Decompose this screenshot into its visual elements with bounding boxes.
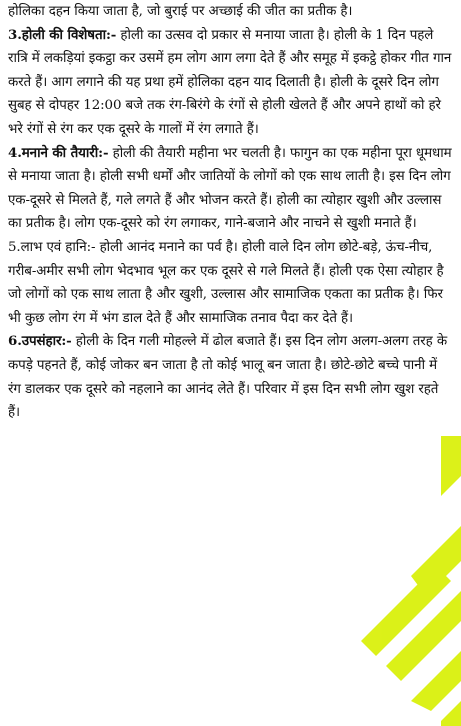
intro-paragraph: होलिका दहन किया जाता है, जो बुराई पर अच्छाई की जीत का प्रतीक है।: [8, 4, 353, 19]
section-heading: 3.होली की विशेषता:-: [8, 26, 117, 43]
section-body: होली की तैयारी महीना भर चलती है। फागुन का एक महीना पूरा धूमधाम से मनाया जाता है। होली सभी धर्मों और जातियों के लोगों को एक साथ लाती है। इस दिन लोग एक-दूसरे से मिलते हैं, गले लगते हैं और भोजन करते हैं। होली का त्योहार खुशी और उल्लास का प्रतीक है। लोग एक-दूसरे को रंग लगाकर, गाने-बजाने और नाचने से खुशी मनाते हैं।: [8, 145, 452, 232]
section-heading: 6.उपसंहार:-: [8, 333, 72, 350]
section-body: होली का उत्सव दो प्रकार से मनाया जाता है। होली के 1 दिन पहले रात्रि में लकड़ियां इकट्ठा कर उसमें हम लोग आग लगा देते हैं और समूह में इकट्ठे होकर गीत गान करते हैं। आग लगाने की यह प्रथा हमें होलिका दहन याद दिलाती है। होली के दूसरे दिन लोग सुबह से दोपहर 12:00 बजे तक रंग-बिरंगे के रंगों से होली खेलते हैं और अपने हाथों को हरे भरे रंगों से रंग कर एक दूसरे के गालों में रंग लगाते हैं।: [8, 27, 452, 137]
section-pros-cons: [8, 236, 453, 330]
section-body: होली के दिन गली मोहल्ले में ढोल बजाते हैं। इस दिन लोग अलग-अलग तरह के कपड़े पहनते हैं, कोई जोकर बन जाता है तो कोई भालू बन जाता है। छोटे-छोटे बच्चे पानी में रंग डालकर एक दूसरे को नहलाने का आनंद लेते हैं। परिवार में इस दिन सभी लोग खुश रहते हैं।: [8, 334, 448, 421]
section-preparation: [8, 142, 453, 236]
section-conclusion: [8, 330, 453, 424]
section-body: 5.लाभ एवं हानि:- होली आनंद मनाने का पर्व है। होली वाले दिन लोग छोटे-बड़े, ऊंच-नीच, गरीब-अमीर सभी लोग भेदभाव भूल कर एक दूसरे से गले मिलते हैं। होली एक ऐसा त्योहार है जो लोगों को एक साथ लाता है और खुशी, उल्लास और सामाजिक एकता का प्रतीक है। फिर भी कुछ लोग रंग में भंग डाल देते हैं और सामाजिक तनाव पैदा कर देते हैं।: [8, 239, 444, 326]
section-heading: 4.मनाने की तैयारी:-: [8, 144, 109, 161]
essay-page: [8, 0, 453, 425]
watermark-logo: [291, 436, 461, 726]
section-features: [8, 24, 453, 142]
